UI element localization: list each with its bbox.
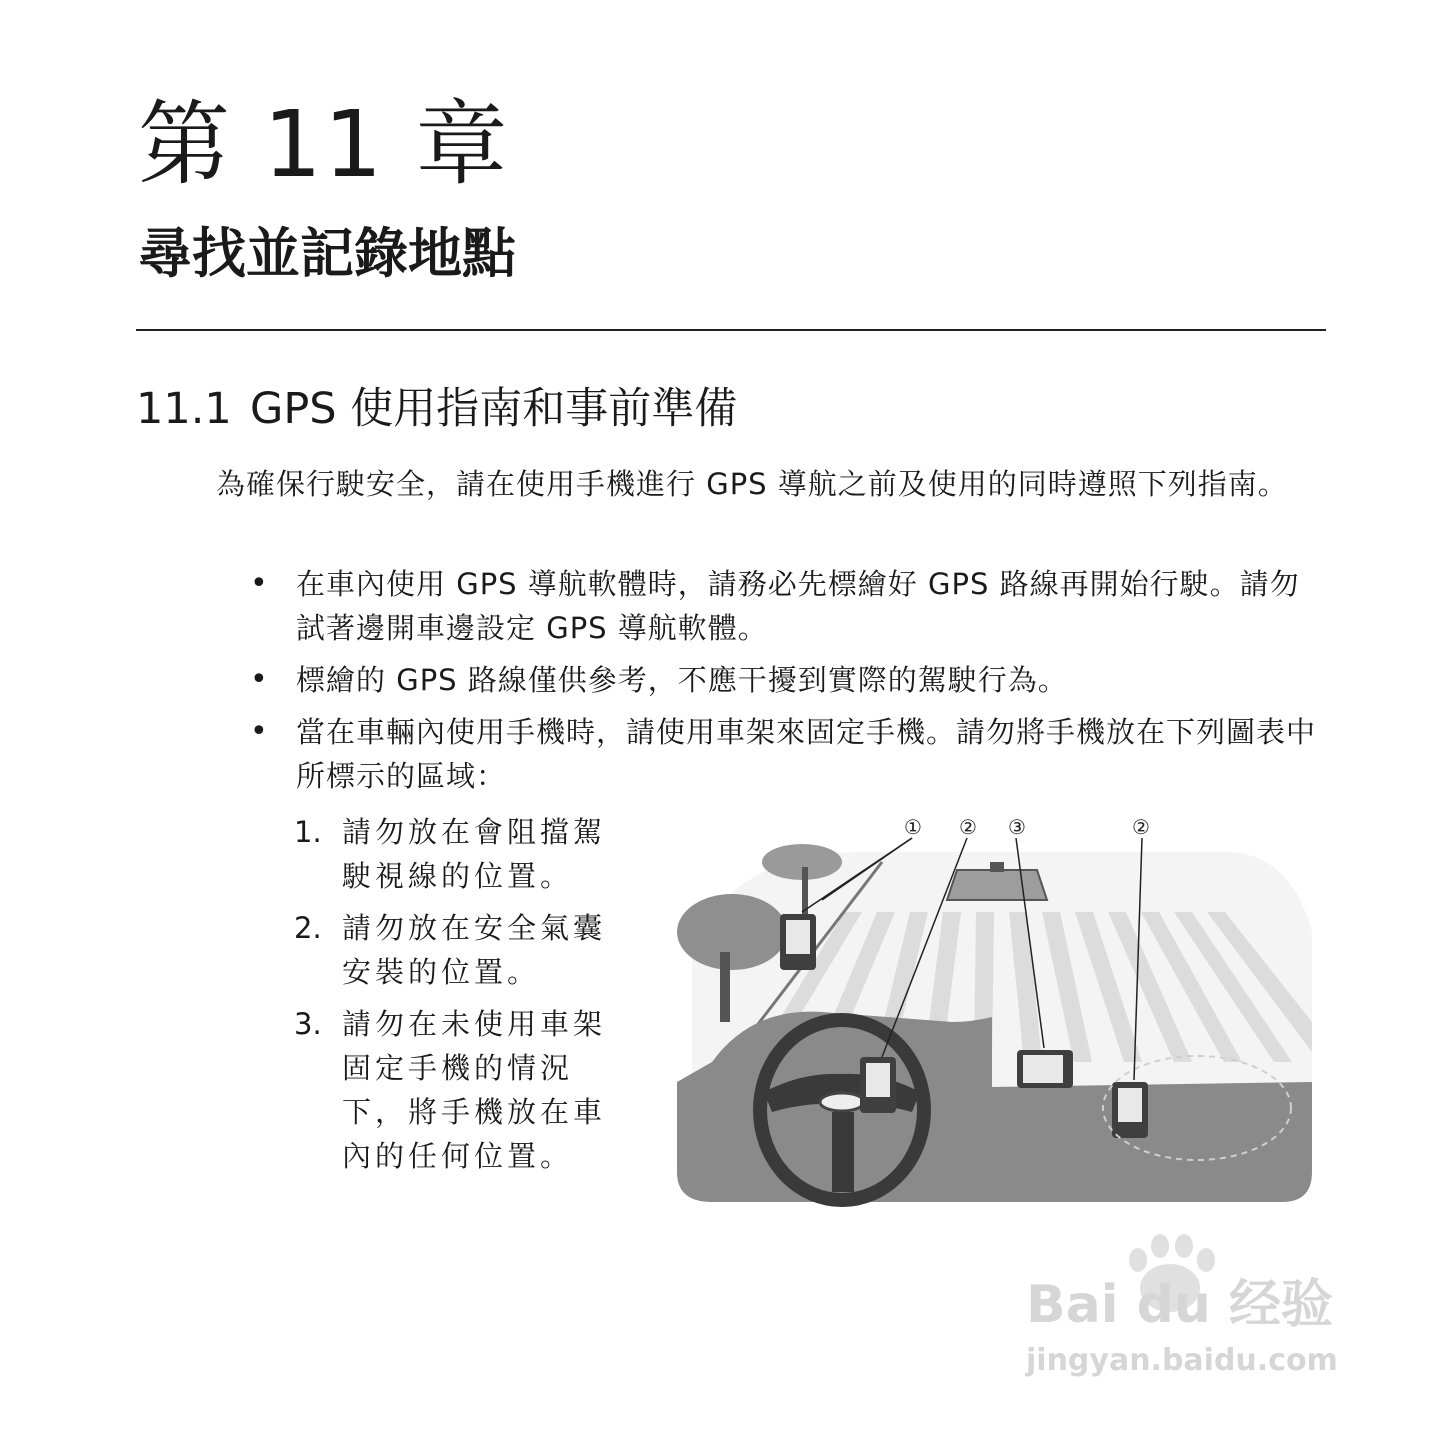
list-item — [246, 658, 1328, 702]
placement-warning-list — [294, 810, 634, 1186]
phone-icon — [1112, 1082, 1148, 1138]
list-item-text: 在車內使用 GPS 導航軟體時，請務必先標繪好 GPS 路線再開始行駛。請勿試著邊開車邊設定 GPS 導航軟體。 — [296, 567, 1300, 645]
numbered-item — [294, 906, 634, 994]
guideline-list — [246, 562, 1328, 806]
callout-label: ② — [959, 815, 977, 839]
numbered-item — [294, 810, 634, 898]
bullet-icon: • — [250, 566, 269, 601]
section-title: GPS 使用指南和事前準備 — [250, 384, 738, 434]
watermark-brand: Bai du 经验 — [1026, 1275, 1333, 1335]
item-number: 2. — [294, 911, 322, 945]
mirror-icon — [947, 870, 1047, 900]
bullet-icon: • — [250, 662, 269, 697]
list-item — [246, 562, 1328, 650]
phone-icon — [1017, 1050, 1073, 1088]
bullet-icon: • — [250, 714, 269, 749]
phone-icon — [860, 1057, 896, 1113]
chapter-number: 第 11 章 — [138, 91, 510, 198]
callout-label: ① — [904, 815, 922, 839]
car-interior-illustration — [672, 812, 1322, 1212]
item-number: 3. — [294, 1007, 322, 1041]
list-item-text: 標繪的 GPS 路線僅供參考，不應干擾到實際的駕駛行為。 — [296, 663, 1068, 697]
intro-paragraph: 為確保行駛安全，請在使用手機進行 GPS 導航之前及使用的同時遵照下列指南。 — [216, 467, 1288, 501]
divider — [136, 329, 1326, 331]
section-heading — [136, 384, 737, 436]
chapter-title: 尋找並記錄地點 — [138, 222, 516, 285]
callout-label: ② — [1132, 815, 1150, 839]
watermark-url: jingyan.baidu.com — [1026, 1343, 1338, 1378]
item-text: 請勿放在安全氣囊安裝的位置。 — [342, 911, 607, 989]
item-text: 請勿在未使用車架固定手機的情況下，將手機放在車內的任何位置。 — [342, 1007, 607, 1173]
list-item-text: 當在車輛內使用手機時，請使用車架來固定手機。請勿將手機放在下列圖表中所標示的區域： — [296, 715, 1317, 793]
phone-icon — [780, 914, 816, 970]
item-number: 1. — [294, 815, 322, 849]
section-number: 11.1 — [136, 384, 232, 434]
callout-label: ③ — [1008, 815, 1026, 839]
item-text: 請勿放在會阻擋駕駛視線的位置。 — [342, 815, 607, 893]
baidu-watermark — [1020, 1230, 1360, 1390]
list-item — [246, 710, 1328, 798]
numbered-item — [294, 1002, 634, 1178]
